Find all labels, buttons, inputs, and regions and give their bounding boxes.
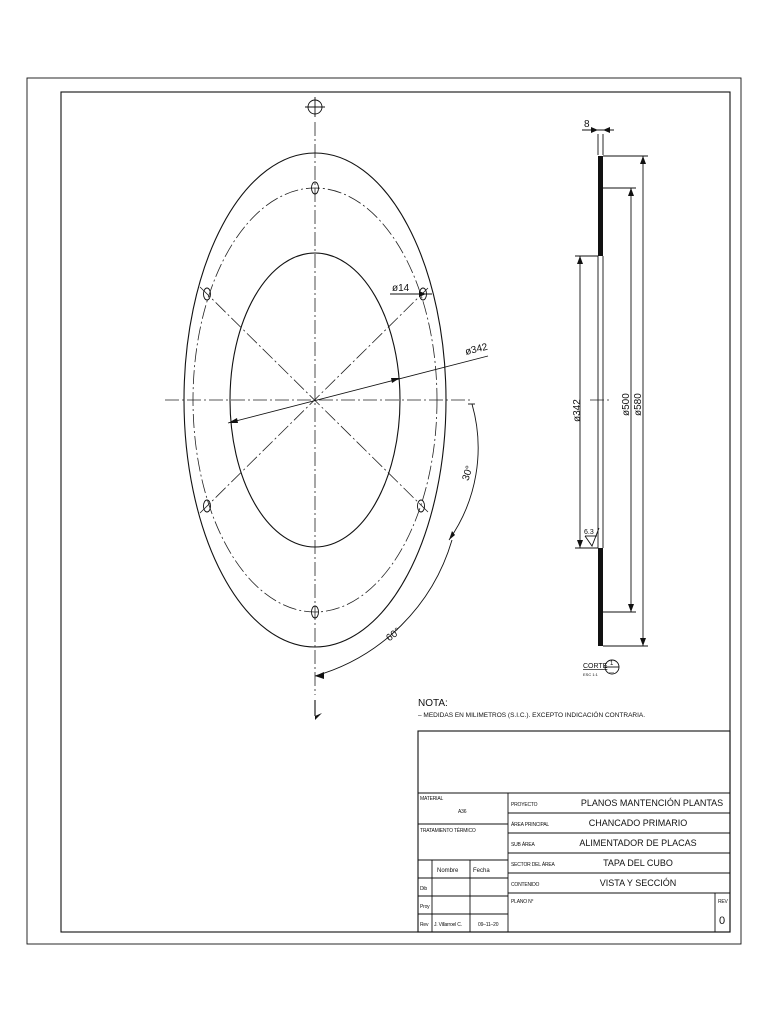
sub-area-label: SUB ÁREA (511, 842, 535, 848)
section-view (572, 119, 648, 677)
notes-title: NOTA: (418, 698, 448, 709)
material-label: MATERIAL (420, 796, 444, 802)
section-sheet: — (609, 670, 614, 676)
thickness-dimension (582, 119, 614, 155)
plate-section-top (598, 156, 603, 256)
date-header: Fecha (473, 868, 490, 874)
surface-finish-symbol (584, 528, 599, 546)
notes (418, 698, 645, 719)
side-inner-diameter-label: ø342 (572, 399, 583, 422)
sector-value: TAPA DEL CUBO (603, 858, 673, 868)
treatment-label: TRATAMIENTO TÉRMICO (420, 828, 476, 834)
side-inner-diameter-dimension (572, 256, 598, 548)
view-direction-symbol-top (305, 97, 325, 117)
hole-dimension-label: ø14 (392, 283, 410, 294)
section-identifier (583, 660, 619, 677)
name-header: Nombre (437, 868, 459, 874)
plan-number-label: PLANO N° (511, 899, 534, 905)
content-value: VISTA Y SECCIÓN (599, 878, 677, 888)
angle-60-label: 60° (384, 625, 404, 644)
side-outer-diameter-label: ø580 (633, 393, 644, 416)
content-label: CONTENIDO (511, 882, 540, 888)
section-arrow-bottom (315, 700, 322, 720)
section-letter: 1 (610, 661, 614, 667)
project-label: PROYECTO (511, 802, 538, 808)
angle-dimension-30 (449, 404, 478, 540)
inner-diameter-label: ø342 (464, 341, 489, 358)
side-bolt-circle-label: ø500 (621, 393, 632, 416)
material-value: A36 (458, 809, 467, 815)
surface-finish-label: 6.3 (584, 529, 594, 536)
notes-line-1: – MEDIDAS EN MILIMETROS (S.I.C.). EXCEPTO INDICACIÓN CONTRARIA. (418, 712, 646, 719)
title-block (418, 731, 730, 932)
rev-date: 09–11–20 (478, 922, 499, 928)
sub-area-value: ALIMENTADOR DE PLACAS (579, 838, 697, 848)
bolt-hole (418, 500, 425, 512)
section-scale: ESC 1:1 (583, 672, 598, 677)
main-area-label: ÁREA PRINCIPAL (511, 822, 549, 828)
diagonal-centerline-1 (200, 287, 428, 512)
project-value: PLANOS MANTENCIÓN PLANTAS (580, 798, 724, 808)
angle-dimension-60 (315, 540, 452, 679)
sector-label: SECTOR DEL ÁREA (511, 862, 555, 868)
rev-name: J. Villarroel C. (434, 922, 462, 928)
angle-30-label: 30° (460, 464, 476, 483)
front-view (165, 97, 489, 720)
role-proy: Proy (420, 904, 430, 910)
thickness-label: 8 (584, 119, 590, 130)
revision-label: REV (718, 899, 728, 905)
main-area-value: CHANCADO PRIMARIO (588, 818, 688, 828)
role-rev: Rev (420, 922, 429, 928)
revision-value: 0 (719, 915, 726, 927)
role-dib: Dib (420, 886, 427, 892)
plate-section-bottom (598, 548, 603, 646)
section-label: CORTE (583, 663, 608, 670)
sheet-outer-border (27, 78, 741, 944)
